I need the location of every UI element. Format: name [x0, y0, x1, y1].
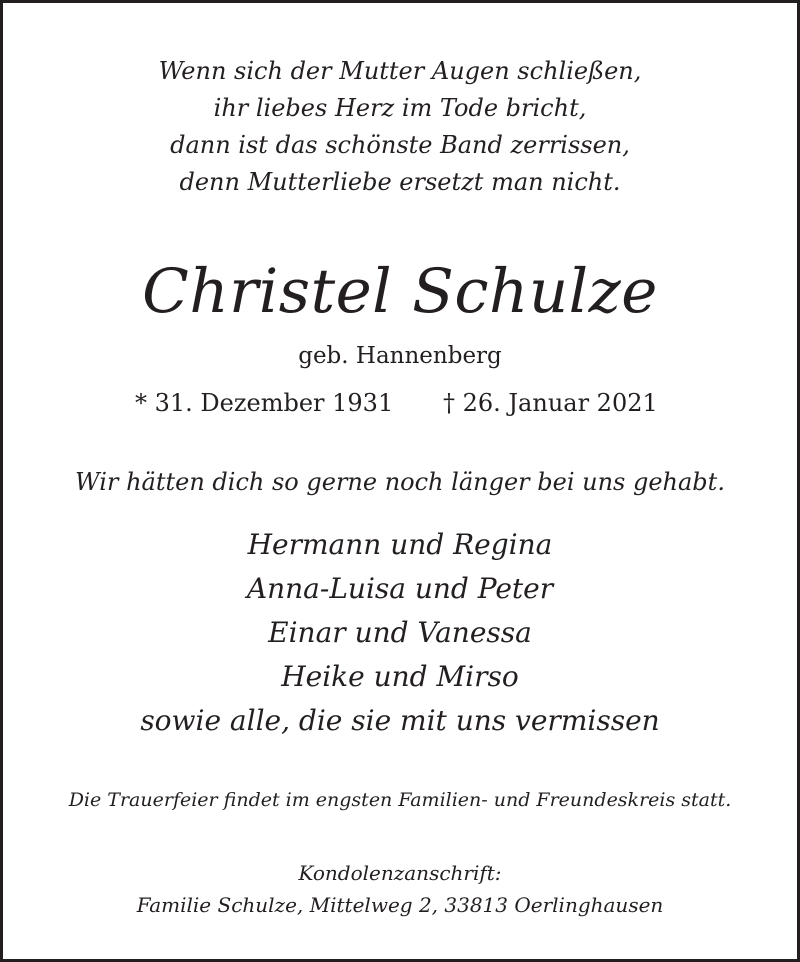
birth-date: * 31. Dezember 1931 [135, 389, 394, 417]
mourner-line: Anna-Luisa und Peter [246, 572, 554, 605]
verse-line: ihr liebes Herz im Tode bricht, [213, 94, 587, 122]
verse-line: dann ist das schönste Band zerrissen, [170, 131, 630, 159]
lament-line: Wir hätten dich so gerne noch länger bei uns gehabt. [75, 468, 725, 496]
verse-line: denn Mutterliebe ersetzt man nicht. [179, 168, 621, 196]
mourner-line: Einar und Vanessa [268, 616, 532, 649]
ceremony-note: Die Trauerfeier findet im engsten Familien- und Freundeskreis statt. [68, 789, 732, 811]
mourner-line: Heike und Mirso [281, 660, 519, 693]
mourner-line: sowie alle, die sie mit uns vermissen [140, 704, 660, 737]
death-date: † 26. Januar 2021 [443, 389, 658, 417]
deceased-name: Christel Schulze [142, 256, 658, 327]
condolence-address: Familie Schulze, Mittelweg 2, 33813 Oerlinghausen [136, 893, 664, 917]
birth-name: geb. Hannenberg [298, 343, 502, 369]
mourner-line: Hermann und Regina [247, 528, 553, 561]
condolence-label: Kondolenzanschrift: [298, 861, 502, 885]
life-dates [3, 391, 797, 419]
verse-line: Wenn sich der Mutter Augen schließen, [158, 57, 642, 85]
